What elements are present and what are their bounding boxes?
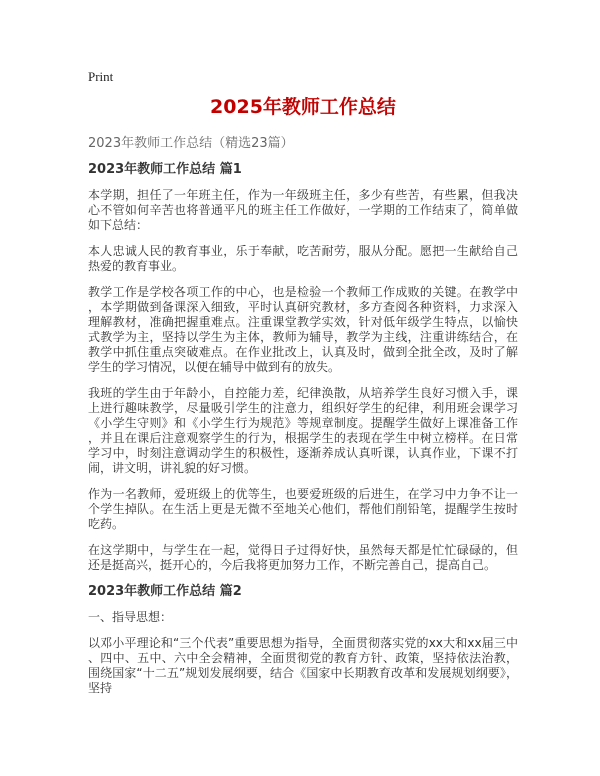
document-subtitle: 2023年教师工作总结（精选23篇） — [88, 136, 294, 151]
paragraph: 作为一名教师，爱班级上的优等生，也要爱班级的后进生，在学习中力争不让一个学生掉队。在生活上更是无微不至地关心他们，帮他们削铅笔，提醒学生按时吃药。 — [88, 487, 518, 531]
section-heading-1: 2023年教师工作总结 篇1 — [88, 162, 242, 177]
print-button[interactable]: Print — [88, 69, 114, 84]
paragraph: 我班的学生由于年龄小，自控能力差，纪律涣散，从培养学生良好习惯入手，课上进行趣味教学，尽量吸引学生的注意力，组织好学生的纪律，利用班会课学习《小学生守则》和《小学生行为规范》等规章制度。提醒学生做好上课准备工作，并且在课后注意观察学生的行为，根据学生的表现在学生中树立榜样。在日常学习中，时刻注意调动学生的积极性，逐渐养成认真听课，认真作业，下课不打闹，讲文明，讲礼貌的好习惯。 — [88, 386, 518, 475]
page-title: 2025年教师工作总结 — [210, 96, 396, 118]
paragraph: 本人忠诚人民的教育事业，乐于奉献，吃苦耐劳，服从分配。愿把一生献给自己热爱的教育事业。 — [88, 244, 518, 273]
section-heading-2: 2023年教师工作总结 篇2 — [88, 584, 242, 599]
paragraph: 本学期，担任了一年班主任，作为一年级班主任，多少有些苦，有些累，但我决心不管如何辛苦也将普通平凡的班主任工作做好，一学期的工作结束了，简单做如下总结： — [88, 188, 518, 232]
paragraph: 以邓小平理论和“三个代表”重要思想为指导，全面贯彻落实党的xx大和xx届三中、四中、五中、六中全会精神，全面贯彻党的教育方针、政策，坚持依法治教，围绕国家“十二五”规划发展纲要，结合《国家中长期教育改革和发展规划纲要》，坚持 — [88, 636, 518, 695]
paragraph: 在这学期中，与学生在一起，觉得日子过得好快，虽然每天都是忙忙碌碌的，但还是挺高兴，挺开心的，今后我将更加努力工作，不断完善自己，提高自己。 — [88, 543, 518, 572]
document-content — [88, 95, 518, 696]
paragraph: 一、指导思想： — [88, 610, 173, 624]
paragraph: 教学工作是学校各项工作的中心，也是检验一个教师工作成败的关键。在教学中，本学期做到备课深入细致，平时认真研究教材，多方查阅各种资料，力求深入理解教材，准确把握重难点。注重课堂教学实效，针对低年级学生特点，以愉快式教学为主，坚持以学生为主体，教师为辅导，教学为主线，注重讲练结合，在教学中抓住重点突破难点。在作业批改上，认真及时，做到全批全改，及时了解学生的学习情况，以便在辅导中做到有的放失。 — [88, 285, 518, 374]
